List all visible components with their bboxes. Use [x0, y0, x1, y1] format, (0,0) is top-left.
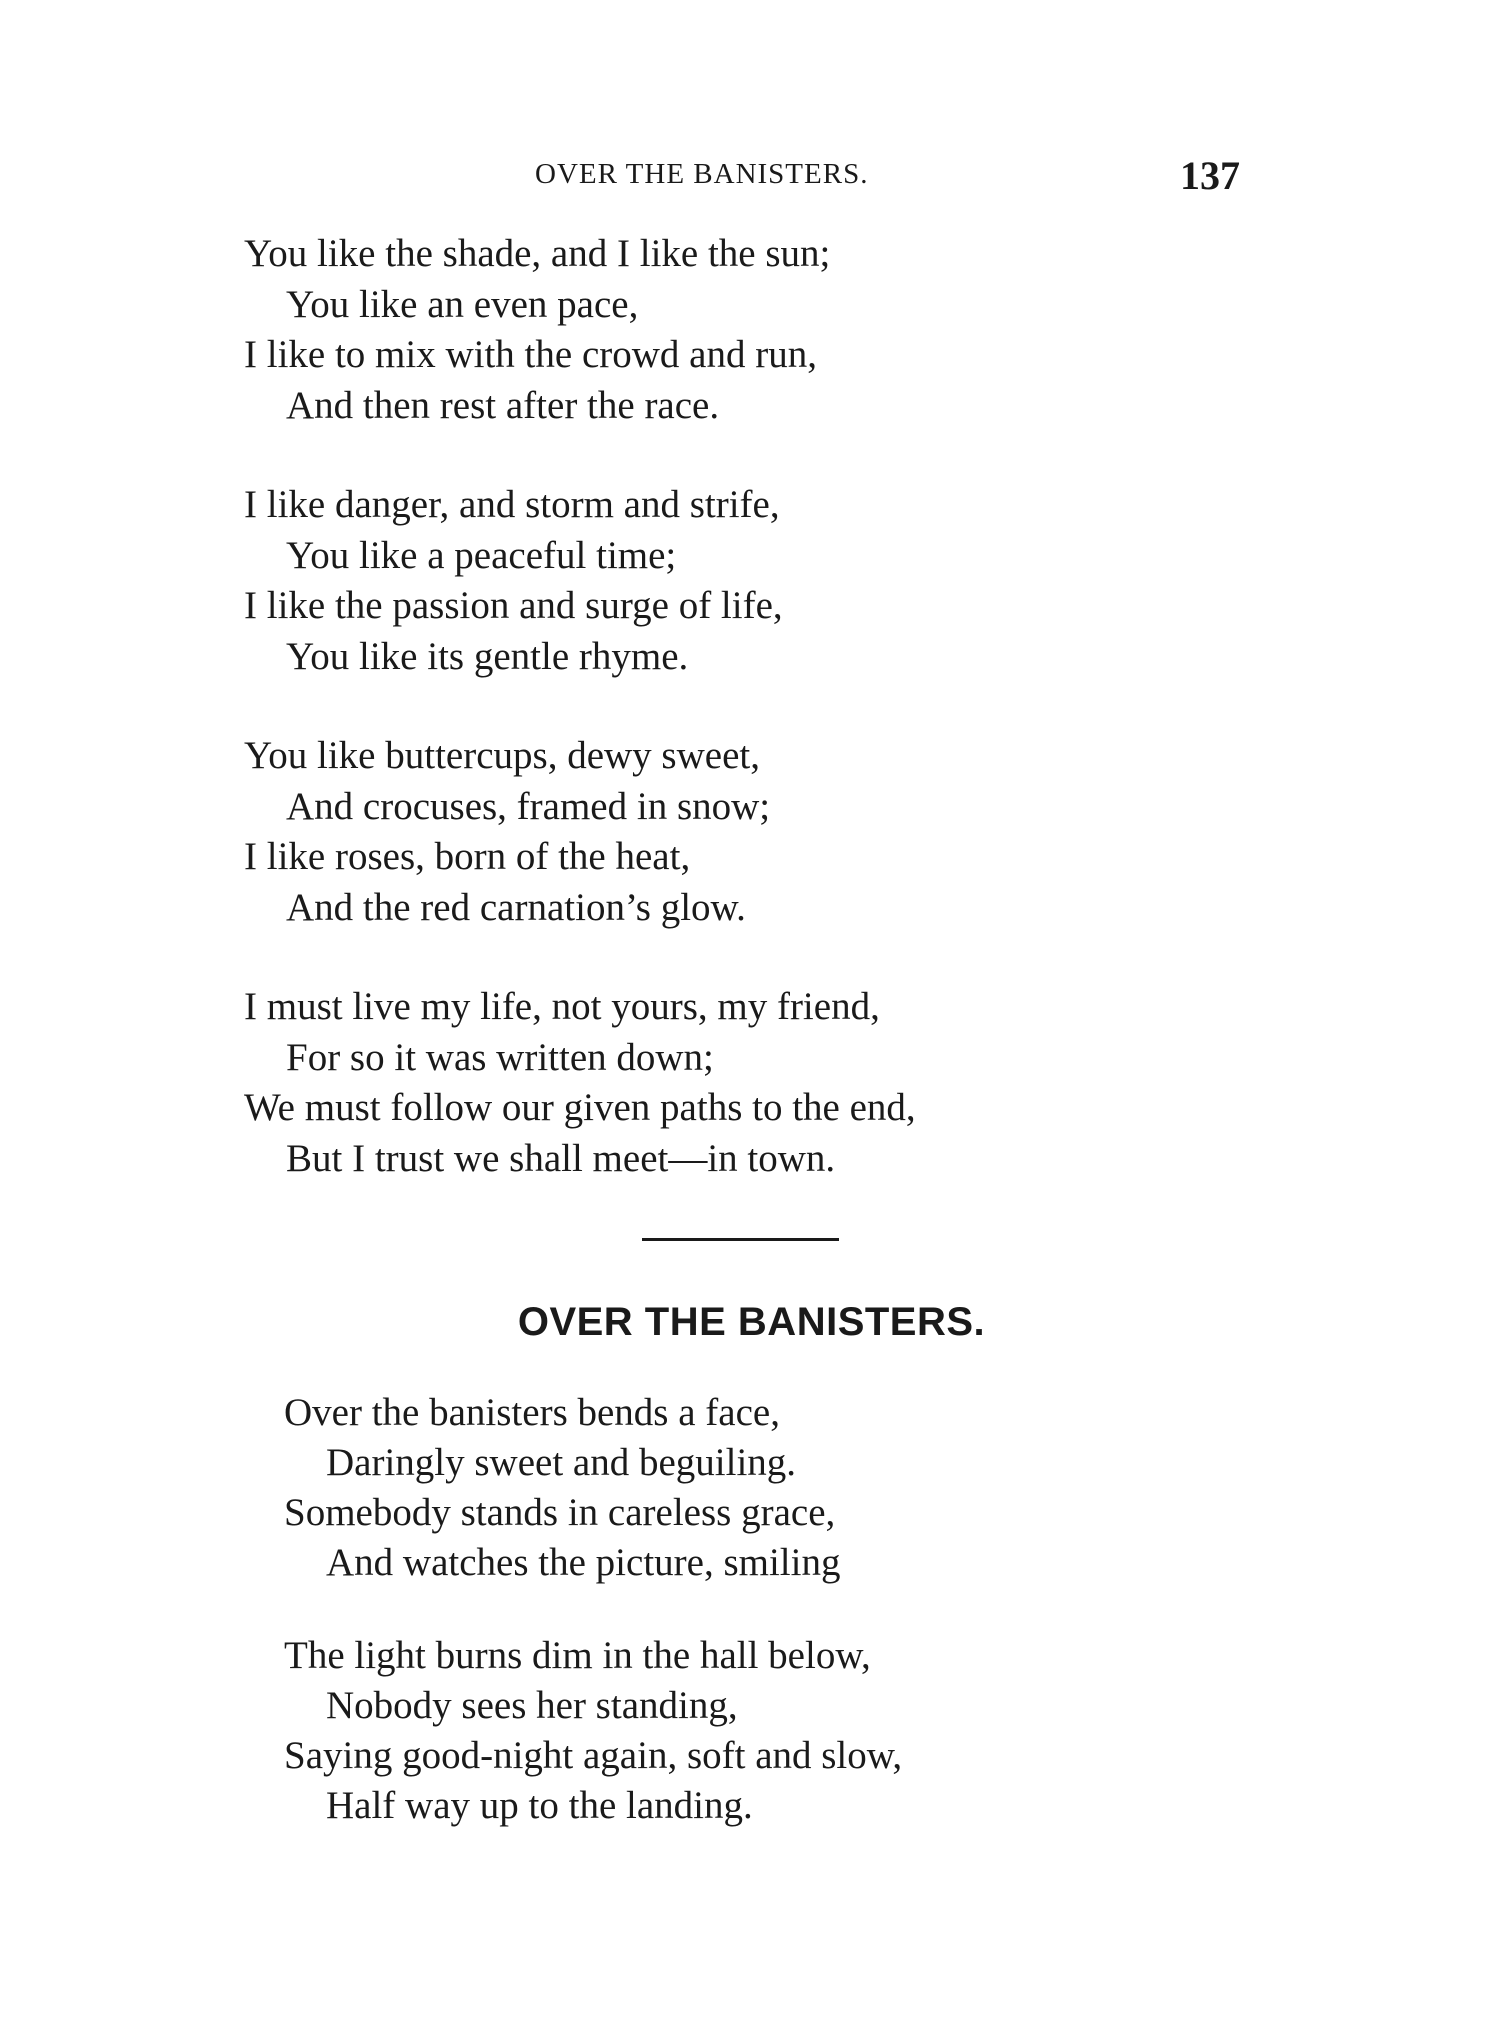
stanza — [244, 229, 830, 431]
running-head-title: OVER THE BANISTERS. — [535, 158, 869, 190]
poem-line: I like danger, and storm and strife, — [244, 483, 780, 526]
poem-line: I like roses, born of the heat, — [244, 835, 691, 878]
poem-line: Daringly sweet and beguiling. — [326, 1441, 797, 1484]
poem-line: Over the banisters bends a face, — [284, 1391, 780, 1434]
poem-line: And crocuses, framed in snow; — [286, 784, 771, 828]
stanza — [244, 731, 770, 933]
poem-line: You like a peaceful time; — [286, 533, 677, 577]
poem-line: Somebody stands in careless grace, — [284, 1491, 836, 1534]
poem-line: The light burns dim in the hall below, — [284, 1634, 871, 1677]
poem-line: You like an even pace, — [286, 282, 639, 326]
poem-line: And then rest after the race. — [286, 383, 720, 427]
poem-line: I must live my life, not yours, my friend, — [244, 985, 880, 1028]
page-number: 137 — [1180, 153, 1240, 198]
poem-line: For so it was written down; — [286, 1035, 714, 1079]
poem-line: You like its gentle rhyme. — [286, 634, 689, 678]
stanza — [284, 1631, 902, 1831]
poem-line: You like buttercups, dewy sweet, — [244, 734, 760, 777]
poem-line: You like the shade, and I like the sun; — [244, 232, 831, 275]
poem-line: But I trust we shall meet—in town. — [286, 1136, 836, 1180]
stanza — [244, 982, 916, 1184]
poem-line: We must follow our given paths to the end, — [244, 1086, 916, 1129]
stanza — [244, 480, 783, 682]
poem-line: And watches the picture, smiling — [326, 1541, 841, 1584]
stanza — [284, 1388, 840, 1588]
poem-line: I like to mix with the crowd and run, — [244, 333, 817, 376]
poem-line: And the red carnation’s glow. — [286, 885, 746, 929]
running-head — [0, 152, 1493, 198]
poem-line: Nobody sees her standing, — [326, 1684, 738, 1727]
poem-line: Saying good-night again, soft and slow, — [284, 1734, 903, 1777]
poem-line: Half way up to the landing. — [326, 1784, 753, 1827]
poem-line: I like the passion and surge of life, — [244, 584, 783, 627]
section-divider — [642, 1238, 839, 1241]
poem-title: OVER THE BANISTERS. — [517, 1300, 986, 1344]
